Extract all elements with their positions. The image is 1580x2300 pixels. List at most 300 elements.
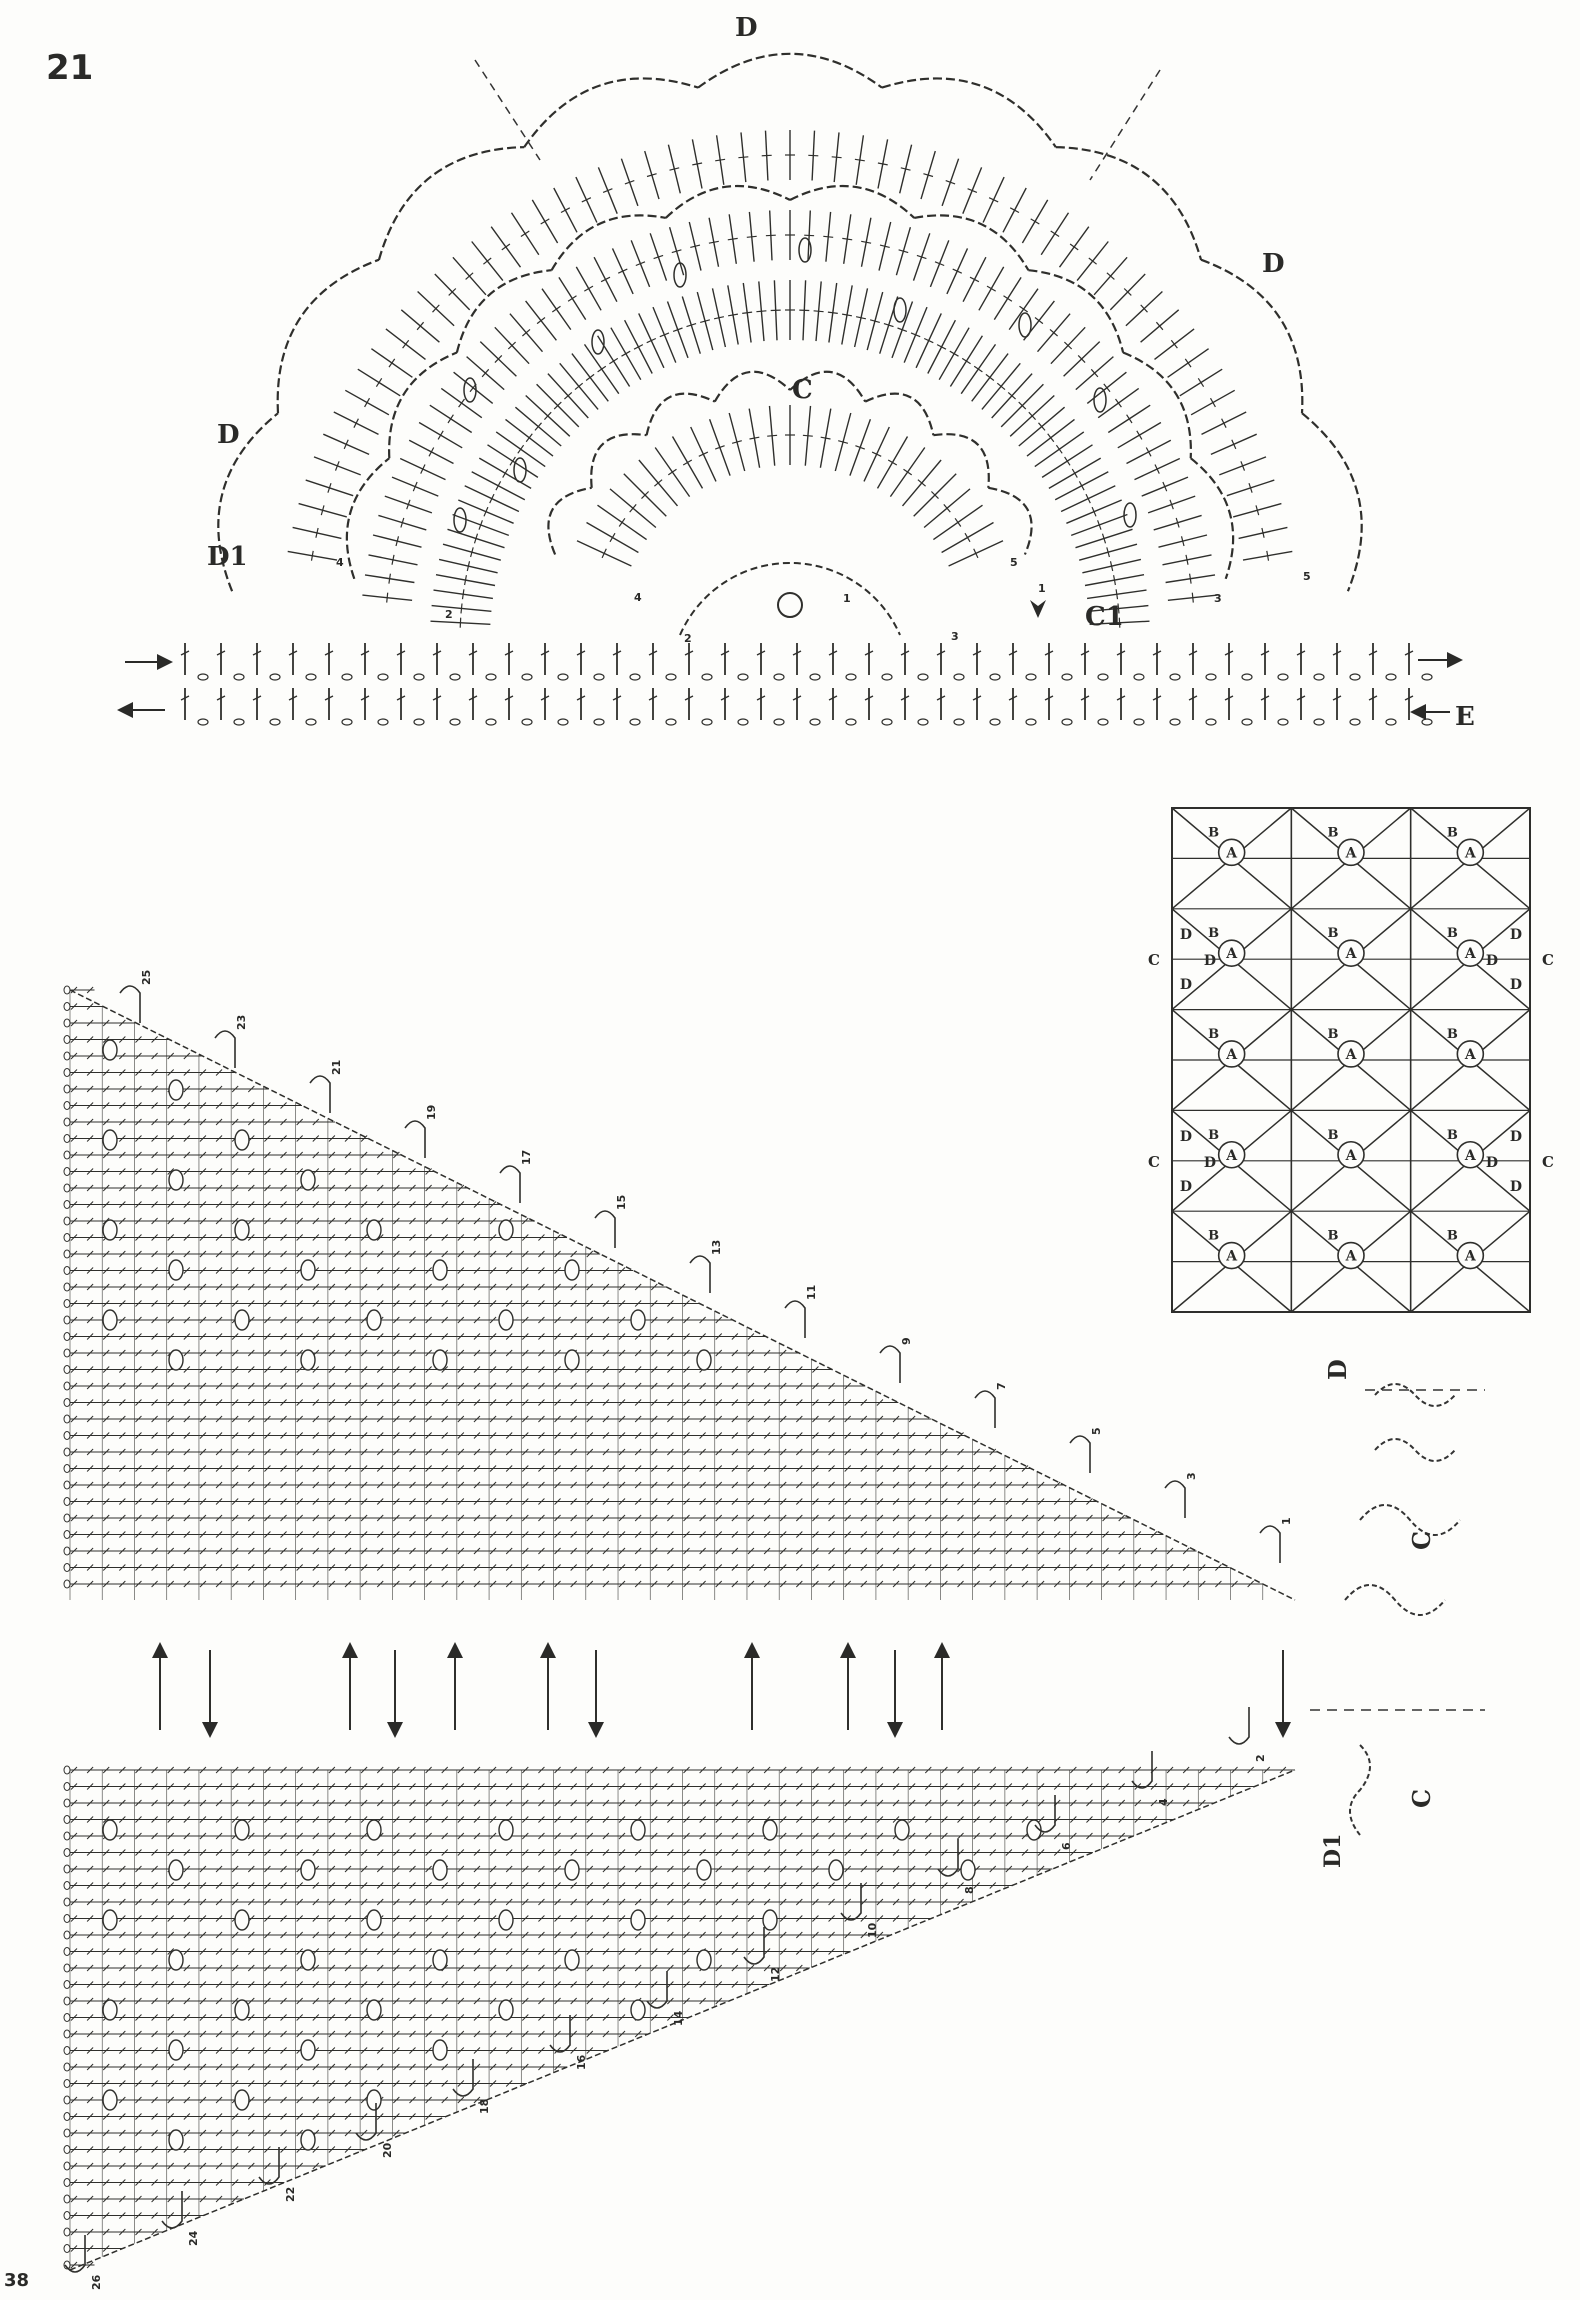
grid-diagonal [1291, 959, 1351, 1009]
stitch-bar [803, 435, 813, 436]
chain-stitch [990, 674, 1000, 680]
center-ring [778, 593, 802, 617]
stitch-bar [1185, 359, 1191, 367]
chain-stitch [64, 1865, 70, 1873]
chain-stitch [64, 2212, 70, 2220]
chain-stitch [882, 674, 892, 680]
grid-label-b: B [1446, 1026, 1458, 1042]
oval-motif [697, 1350, 711, 1370]
row-number: 10 [866, 1922, 879, 1938]
chain-stitch [64, 1964, 70, 1972]
chain-stitch [198, 674, 208, 680]
chain-stitch [64, 1366, 70, 1374]
stitch-bar [1051, 231, 1059, 237]
chain-stitch [1422, 674, 1432, 680]
chain-stitch [64, 1316, 70, 1324]
row-turn-loop [259, 2147, 279, 2184]
chain-stitch [64, 1217, 70, 1225]
grid-label-b: B [1208, 1127, 1220, 1143]
chain-stitch [64, 1799, 70, 1807]
grid-label-a: A [1345, 1147, 1357, 1164]
oval-motif [301, 1170, 315, 1190]
chain-stitch [64, 1135, 70, 1143]
oval-motif [169, 2040, 183, 2060]
stitch-bar [955, 518, 961, 526]
grid-diagonal [1291, 1161, 1351, 1211]
row-turn-loop [65, 2235, 85, 2272]
chain-stitch [64, 1564, 70, 1572]
grid-label-b: B [1208, 1026, 1220, 1042]
chain-stitch [64, 1882, 70, 1890]
stitch-bar [552, 306, 560, 312]
grid-diagonal [1411, 1060, 1471, 1110]
grid-label-a: A [1226, 845, 1238, 862]
chain-stitch [774, 674, 784, 680]
grid-diagonal [1291, 1060, 1351, 1110]
row-turn-loop [1070, 1436, 1090, 1473]
chain-stitch [1098, 674, 1108, 680]
grid-label-d: D [1179, 1128, 1193, 1145]
stitch-bar [586, 374, 594, 380]
stitch-bar [987, 286, 996, 291]
row-number: 17 [520, 1149, 533, 1165]
stitch-bar [448, 415, 453, 423]
chain-stitch [64, 1783, 70, 1791]
chain-stitch [414, 719, 424, 725]
row-turn-loop [405, 1121, 425, 1158]
chain-stitch [64, 1415, 70, 1423]
chain-stitch [64, 1432, 70, 1440]
stitch-bar [1035, 318, 1043, 324]
row-turn-loop [162, 2191, 182, 2228]
stitch-bar [461, 604, 462, 614]
stitch-bar [1010, 208, 1019, 213]
chain-stitch [64, 2047, 70, 2055]
oval-motif [961, 1860, 975, 1880]
oval-motif [301, 1350, 315, 1370]
row-number: 7 [995, 1382, 1008, 1390]
oval-motif [829, 1860, 843, 1880]
chain-stitch [64, 1003, 70, 1011]
chain-stitch [342, 674, 352, 680]
grid-label-a: A [1226, 1147, 1238, 1164]
stitch-bar [1192, 593, 1193, 603]
grid-diagonal [1291, 858, 1351, 908]
chain-stitch [1350, 674, 1360, 680]
chain-stitch [666, 674, 676, 680]
row-number: 16 [575, 2054, 588, 2070]
stitch-bar [1089, 258, 1097, 264]
chain-stitch [64, 1931, 70, 1939]
chain-stitch [1386, 719, 1396, 725]
chain-stitch [702, 674, 712, 680]
chain-stitch [1242, 719, 1252, 725]
page-number: 38 [4, 2270, 30, 2291]
chain-stitch [810, 674, 820, 680]
oval-motif [103, 1310, 117, 1330]
chain-stitch [1170, 719, 1180, 725]
oval-motif [433, 1350, 447, 1370]
chain-stitch [846, 719, 856, 725]
chain-stitch [64, 1547, 70, 1555]
chain-stitch [774, 719, 784, 725]
chain-stitch [810, 719, 820, 725]
chain-stitch [64, 1102, 70, 1110]
guide-line-right [1090, 70, 1160, 180]
grid-label-a: A [1464, 845, 1476, 862]
chain-stitch [1314, 674, 1324, 680]
chain-stitch [64, 1997, 70, 2005]
chain-stitch [558, 674, 568, 680]
round-number: 4 [336, 556, 344, 569]
chain-stitch [64, 2162, 70, 2170]
chain-stitch [882, 719, 892, 725]
grid-diagonal [1470, 858, 1530, 908]
stitch-bar [1116, 399, 1122, 407]
oval-motif [499, 1820, 513, 1840]
stitch-bar [365, 398, 370, 407]
chain-stitch [64, 1498, 70, 1506]
round-number: 2 [445, 608, 453, 621]
grid-diagonal [1232, 858, 1292, 908]
chain-stitch [64, 1234, 70, 1242]
grid-diagonal [1411, 1262, 1471, 1312]
oval-motif [103, 2000, 117, 2020]
chain-stitch [64, 1184, 70, 1192]
row-turn-loop [550, 2015, 570, 2052]
stitch-bar [762, 155, 772, 156]
chain-stitch [1278, 719, 1288, 725]
chain-stitch [738, 719, 748, 725]
stitch-bar [387, 593, 388, 603]
row-number: 15 [615, 1194, 628, 1210]
stitch-bar [1171, 340, 1177, 348]
label-c-center: C [792, 375, 813, 405]
oval-motif [103, 1130, 117, 1150]
grid-label-b: B [1446, 1127, 1458, 1143]
stitch-bar [610, 533, 615, 542]
grid-label-a: A [1345, 1046, 1357, 1063]
chain-stitch [486, 719, 496, 725]
label-d-top: D [735, 13, 758, 43]
label-d-right: D [1262, 249, 1285, 279]
chain-stitch [64, 1300, 70, 1308]
grid-diagonal [1411, 1161, 1471, 1211]
grid-label-b: B [1208, 825, 1220, 841]
stitch-bar [518, 445, 524, 453]
stitch-bar [459, 399, 465, 407]
stitch-bar [463, 589, 464, 599]
grid-label-c: C [1542, 951, 1554, 970]
stitch-bar [962, 358, 970, 363]
grid-diagonal [1351, 1060, 1411, 1110]
oval-motif [235, 1910, 249, 1930]
chain-stitch [64, 1349, 70, 1357]
stitch-bar [483, 258, 491, 264]
stitch-bar [541, 219, 550, 224]
stitch-bar [438, 431, 443, 440]
chain-stitch [1134, 719, 1144, 725]
stitch-bar [502, 244, 510, 250]
chain-stitch [64, 1382, 70, 1390]
oval-motif [499, 1310, 513, 1330]
chain-stitch [64, 1283, 70, 1291]
chain-stitch [64, 1832, 70, 1840]
row-number: 8 [963, 1886, 976, 1894]
oval-motif [895, 1820, 909, 1840]
label-d-left: D [217, 420, 240, 450]
oval-motif [367, 1310, 381, 1330]
chain-stitch [64, 1580, 70, 1588]
chain-stitch [1422, 719, 1432, 725]
stitch-bar [1072, 469, 1077, 478]
stitch-bar [1116, 589, 1117, 599]
chain-stitch [64, 2063, 70, 2071]
grid-label-d: D [1179, 1178, 1193, 1195]
chain-stitch [64, 1333, 70, 1341]
grid-diagonal [1232, 1161, 1292, 1211]
chain-stitch [64, 1915, 70, 1923]
stitch-bar [728, 238, 738, 239]
stitch-bar [622, 351, 631, 356]
row-turn-loop [785, 1301, 805, 1338]
row-turn-loop [938, 1839, 958, 1876]
stitch-bar [1267, 551, 1269, 561]
stitch-bar [974, 366, 982, 372]
stitch-bar [561, 208, 570, 213]
stitch-bar [766, 235, 776, 236]
oval-motif [367, 1910, 381, 1930]
chain-stitch [64, 2146, 70, 2154]
grid-label-a: A [1464, 1046, 1476, 1063]
grid-diagonal [1172, 1060, 1232, 1110]
oval-motif [631, 2000, 645, 2020]
chain-stitch [1134, 674, 1144, 680]
oval-motif [499, 1910, 513, 1930]
picot-oval [454, 508, 466, 532]
oval-motif [367, 2090, 381, 2110]
stitch-bar [619, 518, 625, 526]
chain-stitch [378, 719, 388, 725]
chain-stitch [1278, 674, 1288, 680]
row-turn-loop [120, 986, 140, 1023]
chain-stitch [1026, 674, 1036, 680]
oval-motif [301, 1950, 315, 1970]
label-c1: C1 [1085, 602, 1124, 632]
label-c-upper: C [1407, 1530, 1436, 1550]
grid-label-d: D [1485, 953, 1499, 970]
oval-motif [433, 1860, 447, 1880]
stitch-bar [1222, 419, 1227, 428]
grid-label-d: D [1485, 1154, 1499, 1171]
stitch-bar [526, 434, 532, 442]
chain-stitch [64, 2030, 70, 2038]
label-d-side: D [1323, 1359, 1352, 1380]
row-turn-loop [500, 1166, 520, 1203]
chain-stitch [64, 1849, 70, 1857]
oval-motif [367, 1220, 381, 1240]
oval-motif [697, 1950, 711, 1970]
row-number: 25 [140, 969, 153, 985]
chain-stitch [738, 674, 748, 680]
chain-stitch [702, 719, 712, 725]
oval-motif [169, 1950, 183, 1970]
assembly-grid [1148, 808, 1554, 1312]
row-number: 14 [672, 2010, 685, 2026]
grid-label-b: B [1446, 1228, 1458, 1244]
chain-stitch [1062, 719, 1072, 725]
chain-stitch [64, 1531, 70, 1539]
stitch-bar [842, 314, 852, 316]
stitch-bar [888, 460, 897, 465]
label-d1-side: D1 [1320, 1833, 1346, 1868]
stitch-bar [568, 296, 576, 301]
grid-diagonal [1411, 858, 1471, 908]
row-number: 20 [381, 2142, 394, 2158]
stitch-bar [1104, 384, 1110, 392]
chain-stitch [64, 1069, 70, 1077]
chain-stitch [234, 719, 244, 725]
stitch-bar [1198, 378, 1203, 386]
stitch-bar [738, 157, 748, 158]
wedge-direction-arrows [160, 1650, 1283, 1730]
chain-stitch [64, 1514, 70, 1522]
chain-stitch [64, 1085, 70, 1093]
stitch-bar [1127, 415, 1132, 423]
chain-stitch [64, 1250, 70, 1258]
stitch-bar [1070, 244, 1078, 250]
stitch-bar [1056, 445, 1062, 453]
chain-stitch [1350, 719, 1360, 725]
grid-label-d: D [1509, 1128, 1523, 1145]
stitch-bar [808, 155, 818, 156]
chain-stitch [64, 2129, 70, 2137]
chain-stitch [64, 2014, 70, 2022]
stitch-bar [312, 551, 314, 561]
oval-motif [235, 1220, 249, 1240]
chain-stitch [1242, 674, 1252, 680]
stitch-bar [742, 312, 752, 313]
chain-stitch [198, 719, 208, 725]
oval-motif [169, 1260, 183, 1280]
grid-diagonal [1172, 1262, 1232, 1312]
oval-motif [565, 1260, 579, 1280]
oval-motif [235, 1820, 249, 1840]
start-marker [1030, 600, 1046, 618]
oval-motif [169, 1350, 183, 1370]
oval-motif [103, 1040, 117, 1060]
picot-oval [1019, 313, 1031, 337]
row-number: 4 [1157, 1798, 1170, 1806]
grid-diagonal [1351, 959, 1411, 1009]
chain-stitch [64, 2113, 70, 2121]
oval-motif [301, 1260, 315, 1280]
round-number: 5 [1303, 570, 1311, 583]
picot-oval [514, 458, 526, 482]
chain-stitch [630, 674, 640, 680]
grid-label-b: B [1208, 926, 1220, 942]
stitch-bar [715, 159, 725, 161]
chain-stitch [64, 2228, 70, 2236]
chain-stitch [378, 674, 388, 680]
oval-motif [301, 2040, 315, 2060]
side-scallops-upper [1345, 1384, 1460, 1615]
grid-label-b: B [1327, 825, 1339, 841]
grid-diagonal [1470, 1060, 1530, 1110]
chain-stitch [522, 719, 532, 725]
stitch-bar [1190, 574, 1192, 584]
row-number: 9 [900, 1337, 913, 1345]
chain-stitch [64, 1168, 70, 1176]
row-number: 3 [1185, 1472, 1198, 1480]
oval-motif [697, 1860, 711, 1880]
grid-label-c: C [1542, 1152, 1554, 1171]
oval-motif [565, 1350, 579, 1370]
oval-motif [565, 1950, 579, 1970]
oval-motif [103, 1220, 117, 1240]
oval-motif [631, 1310, 645, 1330]
grid-label-d: D [1179, 977, 1193, 994]
oval-motif [169, 1080, 183, 1100]
row-number: 2 [1254, 1754, 1267, 1762]
chain-stitch [64, 1118, 70, 1126]
grid-label-a: A [1345, 1248, 1357, 1265]
row-turn-loop [880, 1346, 900, 1383]
grid-diagonal [1232, 1262, 1292, 1312]
chain-stitch [306, 719, 316, 725]
stitch-bar [521, 231, 529, 237]
row-number: 1 [1280, 1517, 1293, 1525]
chain-stitch [64, 1981, 70, 1989]
grid-label-b: B [1327, 1026, 1339, 1042]
stitch-bar [389, 574, 391, 584]
chain-stitch [64, 1036, 70, 1044]
grid-label-d: D [1509, 1178, 1523, 1195]
edging-chart [125, 13, 1475, 732]
row-turn-loop [690, 1256, 710, 1293]
oval-motif [433, 1950, 447, 1970]
stitch-bar [403, 340, 409, 348]
round-number: 2 [684, 632, 692, 645]
edging-fan-stitches [288, 130, 1293, 628]
grid-diagonal [1232, 1060, 1292, 1110]
guide-line-left [475, 60, 540, 160]
chain-stitch [594, 719, 604, 725]
stitch-bar [1020, 306, 1028, 312]
stitch-bar [584, 286, 593, 291]
grid-diagonal [1351, 1161, 1411, 1211]
label-e: E [1455, 702, 1475, 732]
chain-stitch [64, 1898, 70, 1906]
chain-stitch [234, 674, 244, 680]
stitch-bar [683, 460, 692, 465]
stitch-bar [496, 481, 501, 490]
oval-motif [499, 1220, 513, 1240]
inner-arc [680, 563, 900, 635]
wedge-top-block [64, 986, 1295, 1600]
label-d1: D1 [207, 542, 248, 572]
oval-motif [235, 1130, 249, 1150]
oval-motif [301, 1860, 315, 1880]
chain-stitch [64, 1816, 70, 1824]
stitch-bar [842, 238, 852, 239]
row-turn-loop [975, 1391, 995, 1428]
row-turn-loop [1165, 1481, 1185, 1518]
chain-stitch [450, 674, 460, 680]
chain-stitch [990, 719, 1000, 725]
stitch-bar [634, 345, 643, 350]
stitch-bar [747, 236, 757, 237]
